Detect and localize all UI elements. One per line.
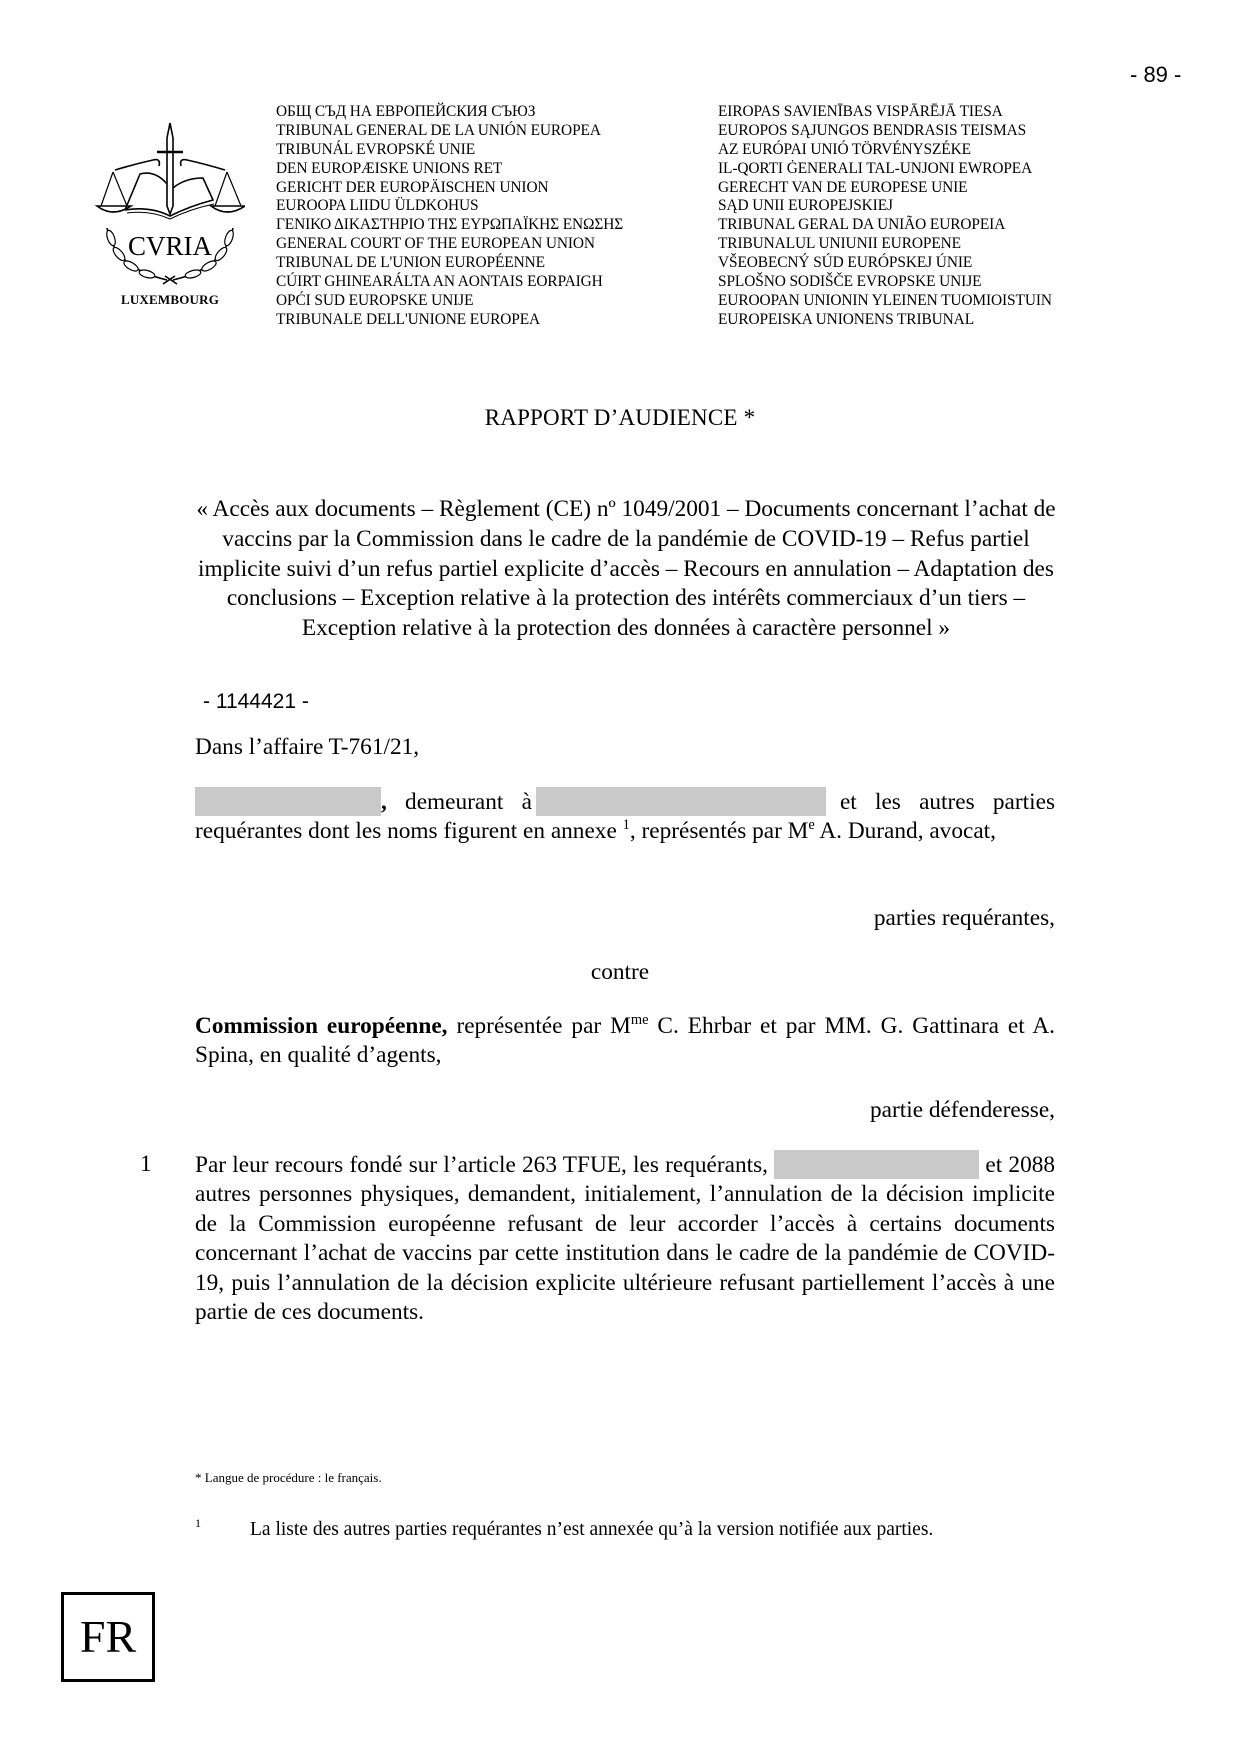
- document-number: - 1144421 -: [203, 690, 309, 713]
- defendant-role: partie défenderesse,: [870, 1097, 1055, 1123]
- versus-label: contre: [590, 959, 650, 985]
- case-subject: « Accès aux documents – Règlement (CE) nº 1049/2001 – Documents concernant l’achat de vaccins par la Commission dans le cadre de la pandémie de COVID-19 – Refus partiel implicite suivi d’un refus partiel explicite d’accès – Recours en annulation – Adaptation des conclusions – Exception relative à la protection des intérêts commerciaux d’un tiers – Exception relative à la protection des données à caractère personnel »: [196, 496, 1056, 642]
- court-name: AZ EURÓPAI UNIÓ TÖRVÉNYSZÉKE: [718, 140, 971, 158]
- court-name: TRIBUNALE DELL'UNIONE EUROPEA: [276, 310, 541, 328]
- language-code-box: FR: [61, 1592, 155, 1682]
- court-name: OPĆI SUD EUROPSKE UNIJE: [276, 291, 474, 309]
- footnote-1: [195, 1516, 933, 1541]
- redacted-applicant-names: [774, 1150, 979, 1179]
- applicants-block: [195, 787, 1055, 847]
- other-applicants-text: et les autres parties requérantes dont les noms figurent en annexe: [195, 789, 1056, 845]
- court-name: TRIBUNAL DE L'UNION EUROPÉENNE: [276, 254, 545, 272]
- court-name: CÚIRT GHINEARÁLTA AN AONTAIS EORPAIGH: [276, 273, 603, 291]
- court-name: ОБЩ СЪД НА ЕВРОПЕЙСКИЯ СЪЮЗ: [276, 103, 536, 120]
- court-name: TRIBUNALUL UNIUNII EUROPENE: [718, 235, 961, 253]
- page-number: - 89 -: [1130, 62, 1182, 87]
- defendant-name: Commission européenne,: [195, 1013, 448, 1039]
- court-name: TRIBUNAL GERAL DA UNIÃO EUROPEIA: [718, 216, 1006, 234]
- logo-emblem-text: CVRIA: [127, 231, 213, 261]
- residing-text: demeurant à: [405, 789, 532, 815]
- scales-of-justice-emblem-icon: [95, 118, 245, 288]
- court-name: SPLOŠNO SODIŠČE EVROPSKE UNIJE: [718, 273, 982, 291]
- logo-caption: LUXEMBOURG: [120, 292, 220, 307]
- court-name: ΓΕΝΙΚΟ ΔΙΚΑΣΤΗΡΙΟ ΤΗΣ ΕΥΡΩΠΑΪΚΗΣ ΕΝΩΣΗΣ: [276, 216, 624, 234]
- paragraph-text-start: Par leur recours fondé sur l’article 263 TFUE, les requérants,: [195, 1152, 768, 1178]
- court-name: GENERAL COURT OF THE EUROPEAN UNION: [276, 235, 595, 253]
- footnote-mark: *: [195, 1470, 202, 1485]
- footnote-text: La liste des autres parties requérantes n’est annexée qu’à la version notifiée aux parties.: [250, 1519, 934, 1540]
- footnote-star: [195, 1470, 382, 1486]
- court-name: TRIBUNAL GENERAL DE LA UNIÓN EUROPEA: [276, 121, 601, 139]
- court-name: EUROOPAN UNIONIN YLEINEN TUOMIOISTUIN: [718, 291, 1052, 309]
- footnote-ref[interactable]: 1: [622, 817, 630, 834]
- court-name: EIROPAS SAVIENĪBAS VISPĀRĒJĀ TIESA: [718, 103, 1003, 120]
- court-name: EUROPOS SĄJUNGOS BENDRASIS TEISMAS: [718, 121, 1027, 139]
- court-name: TRIBUNÁL EVROPSKÉ UNIE: [276, 140, 476, 158]
- court-names-left: [276, 103, 623, 330]
- court-name: VŠEOBECNÝ SÚD EURÓPSKEJ ÚNIE: [718, 254, 973, 272]
- redacted-applicant-name: [195, 787, 381, 816]
- title-superscript: me: [630, 1012, 649, 1029]
- represented-by-text: , représentés par M: [629, 818, 809, 845]
- footnote-text: Langue de procédure : le français.: [204, 1470, 382, 1485]
- court-name: GERECHT VAN DE EUROPESE UNIE: [718, 178, 968, 196]
- court-name: EUROPEISKA UNIONENS TRIBUNAL: [718, 310, 974, 328]
- paragraph-text-end: et 2088 autres personnes physiques, demandent, initialement, l’annulation de la décision implicite de la Commission européenne refusant de leur accorder l’accès à certains documents concernant l’achat de vaccins par cette institution dans le cadre de la pandémie de COVID-19, puis l’annulation de la décision explicite ultérieure refusant partiellement l’accès à une partie de ces documents.: [195, 1152, 1056, 1326]
- court-logo: [95, 118, 240, 318]
- document-title: RAPPORT D’AUDIENCE *: [484, 405, 756, 430]
- court-name: SĄD UNII EUROPEJSKIEJ: [718, 197, 893, 215]
- court-name: DEN EUROPÆISKE UNIONS RET: [276, 159, 503, 177]
- court-name: IL-QORTI ĠENERALI TAL-UNJONI EWROPEA: [718, 159, 1033, 177]
- court-names-right: [718, 103, 1052, 330]
- applicant-comma: ,: [381, 789, 387, 815]
- title-superscript: e: [808, 817, 815, 834]
- defendant-block: [195, 1012, 1055, 1071]
- footnote-mark: 1: [195, 1516, 201, 1530]
- case-intro: Dans l’affaire T-761/21,: [195, 734, 420, 760]
- court-name: GERICHT DER EUROPÄISCHEN UNION: [276, 178, 549, 196]
- lawyer-text: A. Durand, avocat,: [814, 818, 996, 845]
- paragraph-1: [195, 1150, 1055, 1327]
- court-name: EUROOPA LIIDU ÜLDKOHUS: [276, 197, 479, 215]
- redacted-address: [536, 787, 826, 816]
- defendant-represented-by: représentée par M: [447, 1013, 631, 1039]
- applicants-role: parties requérantes,: [873, 905, 1055, 931]
- defendant-agents: C. Ehrbar et par MM. G. Gattinara et A. Spina, en qualité d’agents,: [195, 1013, 1055, 1069]
- paragraph-number: 1: [140, 1151, 152, 1177]
